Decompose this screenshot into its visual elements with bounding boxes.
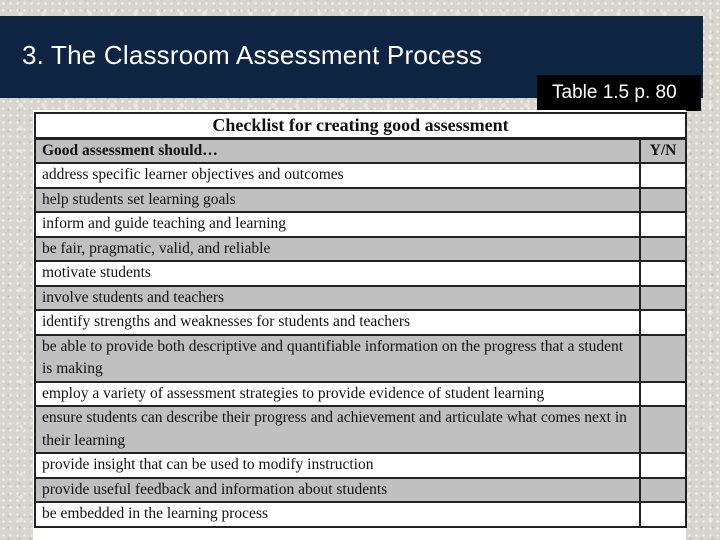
row-item-text: help students set learning goals [35, 188, 640, 213]
table-row [35, 188, 686, 213]
table-row [35, 286, 686, 311]
table-row [35, 212, 686, 237]
slide-title: 3. The Classroom Assessment Process [22, 40, 483, 70]
table-row [35, 453, 686, 478]
yn-cell[interactable] [640, 453, 686, 478]
table-row [35, 478, 686, 503]
reference-label: Table 1.5 p. 80 [537, 75, 701, 111]
table-row [35, 310, 686, 335]
row-item-text: be fair, pragmatic, valid, and reliable [35, 237, 640, 262]
row-item-text: be embedded in the learning process [35, 502, 640, 527]
yn-cell[interactable] [640, 310, 686, 335]
yn-cell[interactable] [640, 286, 686, 311]
yn-cell[interactable] [640, 406, 686, 453]
yn-cell[interactable] [640, 478, 686, 503]
row-item-text: involve students and teachers [35, 286, 640, 311]
table-row [35, 261, 686, 286]
yn-cell[interactable] [640, 261, 686, 286]
yn-cell[interactable] [640, 502, 686, 527]
row-item-text: employ a variety of assessment strategies to provide evidence of student learning [35, 382, 640, 407]
checklist-table [34, 112, 687, 528]
table-row [35, 502, 686, 527]
table-row [35, 237, 686, 262]
row-item-text: address specific learner objectives and outcomes [35, 163, 640, 188]
column-header-yn: Y/N [640, 139, 686, 164]
table-row [35, 406, 686, 453]
table-row [35, 163, 686, 188]
yn-cell[interactable] [640, 335, 686, 382]
row-item-text: provide insight that can be used to modify instruction [35, 453, 640, 478]
row-item-text: ensure students can describe their progress and achievement and articulate what comes next in their learning [35, 406, 640, 453]
yn-cell[interactable] [640, 212, 686, 237]
table-row [35, 382, 686, 407]
yn-cell[interactable] [640, 382, 686, 407]
table-row [35, 335, 686, 382]
yn-cell[interactable] [640, 188, 686, 213]
row-item-text: identify strengths and weaknesses for students and teachers [35, 310, 640, 335]
row-item-text: inform and guide teaching and learning [35, 212, 640, 237]
yn-cell[interactable] [640, 163, 686, 188]
column-header-item: Good assessment should… [35, 139, 640, 164]
yn-cell[interactable] [640, 237, 686, 262]
row-item-text: motivate students [35, 261, 640, 286]
row-item-text: be able to provide both descriptive and quantifiable information on the progress that a student is making [35, 335, 640, 382]
table-caption: Checklist for creating good assessment [35, 113, 686, 139]
row-item-text: provide useful feedback and information about students [35, 478, 640, 503]
